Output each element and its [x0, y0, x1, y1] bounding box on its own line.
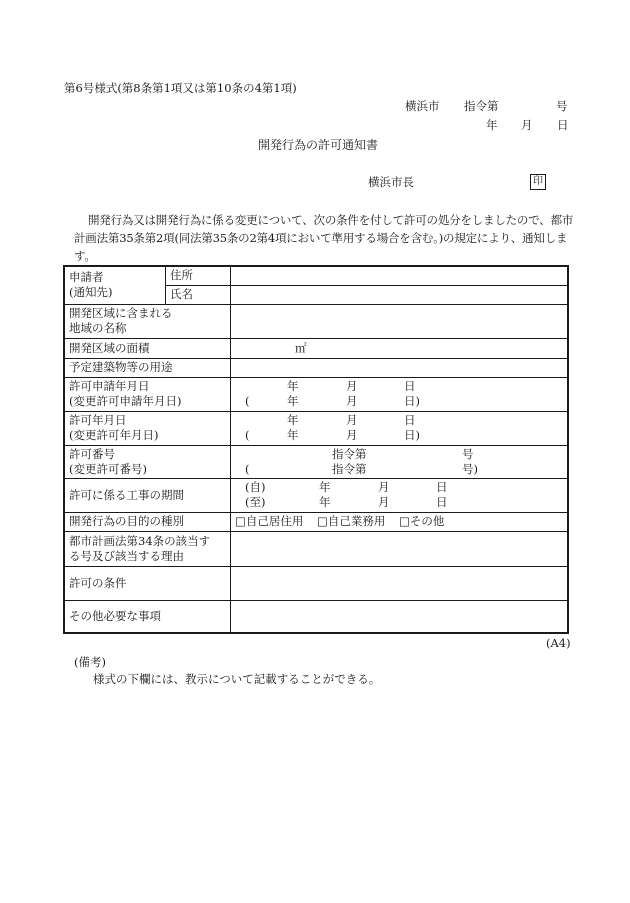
app-date-value[interactable]	[231, 377, 569, 411]
remarks-label: (備考)	[74, 655, 106, 669]
art34-line1: 都市計画法第34条の該当す	[69, 533, 211, 548]
perm-no-line2: (変更許可番号)	[69, 461, 147, 476]
name-label: 氏名	[166, 285, 231, 304]
building-use-value[interactable]	[231, 358, 569, 377]
address-label: 住所	[166, 266, 231, 285]
area-name-line2: 地域の名称	[69, 321, 127, 335]
purpose-checkbox-other[interactable]: □その他	[399, 514, 445, 528]
header-day: 日	[557, 118, 569, 132]
perm-date-line2: (変更許可年月日)	[69, 428, 159, 442]
app-month: 月	[346, 379, 358, 393]
period-value[interactable]	[231, 478, 569, 512]
app-year: 年	[287, 379, 299, 393]
purpose-checkbox-self-residence[interactable]: □自己居住用	[235, 514, 304, 528]
period-from-month: 月	[378, 480, 390, 494]
art34-label	[64, 531, 231, 566]
seal-box: 印	[530, 174, 546, 190]
permit-table	[63, 265, 569, 634]
header-go: 号	[556, 99, 568, 113]
period-to-year: 年	[319, 495, 331, 509]
address-value[interactable]	[231, 266, 569, 285]
period-label: 許可に係る工事の期間	[64, 478, 231, 512]
perm-date-value[interactable]	[231, 411, 569, 445]
app-paren-open: (	[245, 394, 250, 408]
period-from: (自)	[245, 480, 266, 494]
perm-change-day: 日)	[404, 428, 420, 442]
other-label: その他必要な事項	[64, 600, 231, 633]
app-date-label	[64, 377, 231, 411]
perm-no-change-shirei: 指令第	[332, 461, 367, 476]
name-value[interactable]	[231, 285, 569, 304]
purpose-checkbox-self-business[interactable]: □自己業務用	[317, 514, 386, 528]
perm-no-label	[64, 445, 231, 478]
perm-paren-open: (	[245, 428, 250, 442]
perm-no-line1: 許可番号	[69, 446, 115, 461]
area-size-value[interactable]	[231, 338, 569, 358]
art34-value[interactable]	[231, 531, 569, 566]
area-name-line1: 開発区域に含まれる	[69, 306, 173, 320]
purpose-value	[231, 512, 569, 531]
header-month: 月	[521, 118, 533, 132]
perm-day: 日	[404, 413, 416, 427]
perm-no-paren-open: (	[245, 461, 250, 476]
area-name-value[interactable]	[231, 304, 569, 338]
period-from-day: 日	[436, 480, 448, 494]
period-from-year: 年	[319, 480, 331, 494]
purpose-label: 開発行為の目的の種別	[64, 512, 231, 531]
intro-paragraph: 開発行為又は開発行為に係る変更について、次の条件を付して許可の処分をしましたので、都市計画法第35条第2項(同法第35条の2第4項において準用する場合を含む。)の規定により、通知します。	[74, 213, 574, 263]
form-number: 第6号様式(第8条第1項又は第10条の4第1項)	[64, 81, 297, 95]
conditions-value[interactable]	[231, 566, 569, 600]
period-to-day: 日	[436, 495, 448, 509]
applicant-label-cell	[64, 266, 166, 304]
perm-change-month: 月	[346, 428, 358, 442]
paper-size: (A4)	[546, 636, 571, 650]
building-use-label: 予定建築物等の用途	[64, 358, 231, 377]
applicant-label: 申請者	[69, 270, 104, 285]
app-change-day: 日)	[404, 394, 420, 408]
remarks-text: 様式の下欄には、教示について記載することができる。	[93, 672, 381, 686]
header-year: 年	[486, 118, 498, 132]
perm-month: 月	[346, 413, 358, 427]
area-size-label: 開発区域の面積	[64, 338, 231, 358]
app-date-line2: (変更許可申請年月日)	[69, 394, 182, 408]
mayor-label: 横浜市長	[368, 175, 414, 189]
art34-line2: る号及び該当する理由	[69, 548, 184, 563]
app-change-year: 年	[287, 394, 299, 408]
document-title: 開発行為の許可通知書	[258, 138, 379, 152]
perm-change-year: 年	[287, 428, 299, 442]
app-day: 日	[404, 379, 416, 393]
perm-date-label	[64, 411, 231, 445]
perm-year: 年	[287, 413, 299, 427]
app-date-line1: 許可申請年月日	[69, 379, 150, 393]
applicant-note: (通知先)	[69, 285, 113, 300]
header-city: 横浜市	[405, 99, 440, 113]
perm-no-change-go: 号)	[462, 461, 478, 476]
header-shirei: 指令第	[464, 99, 499, 113]
perm-no-value[interactable]	[231, 445, 569, 478]
area-unit: ㎡	[295, 340, 307, 355]
conditions-label: 許可の条件	[64, 566, 231, 600]
period-to: (至)	[245, 495, 266, 509]
period-to-month: 月	[378, 495, 390, 509]
perm-no-go: 号	[462, 446, 474, 461]
perm-date-line1: 許可年月日	[69, 413, 127, 427]
area-name-label	[64, 304, 231, 338]
other-value[interactable]	[231, 600, 569, 633]
perm-no-shirei: 指令第	[332, 446, 367, 461]
app-change-month: 月	[346, 394, 358, 408]
